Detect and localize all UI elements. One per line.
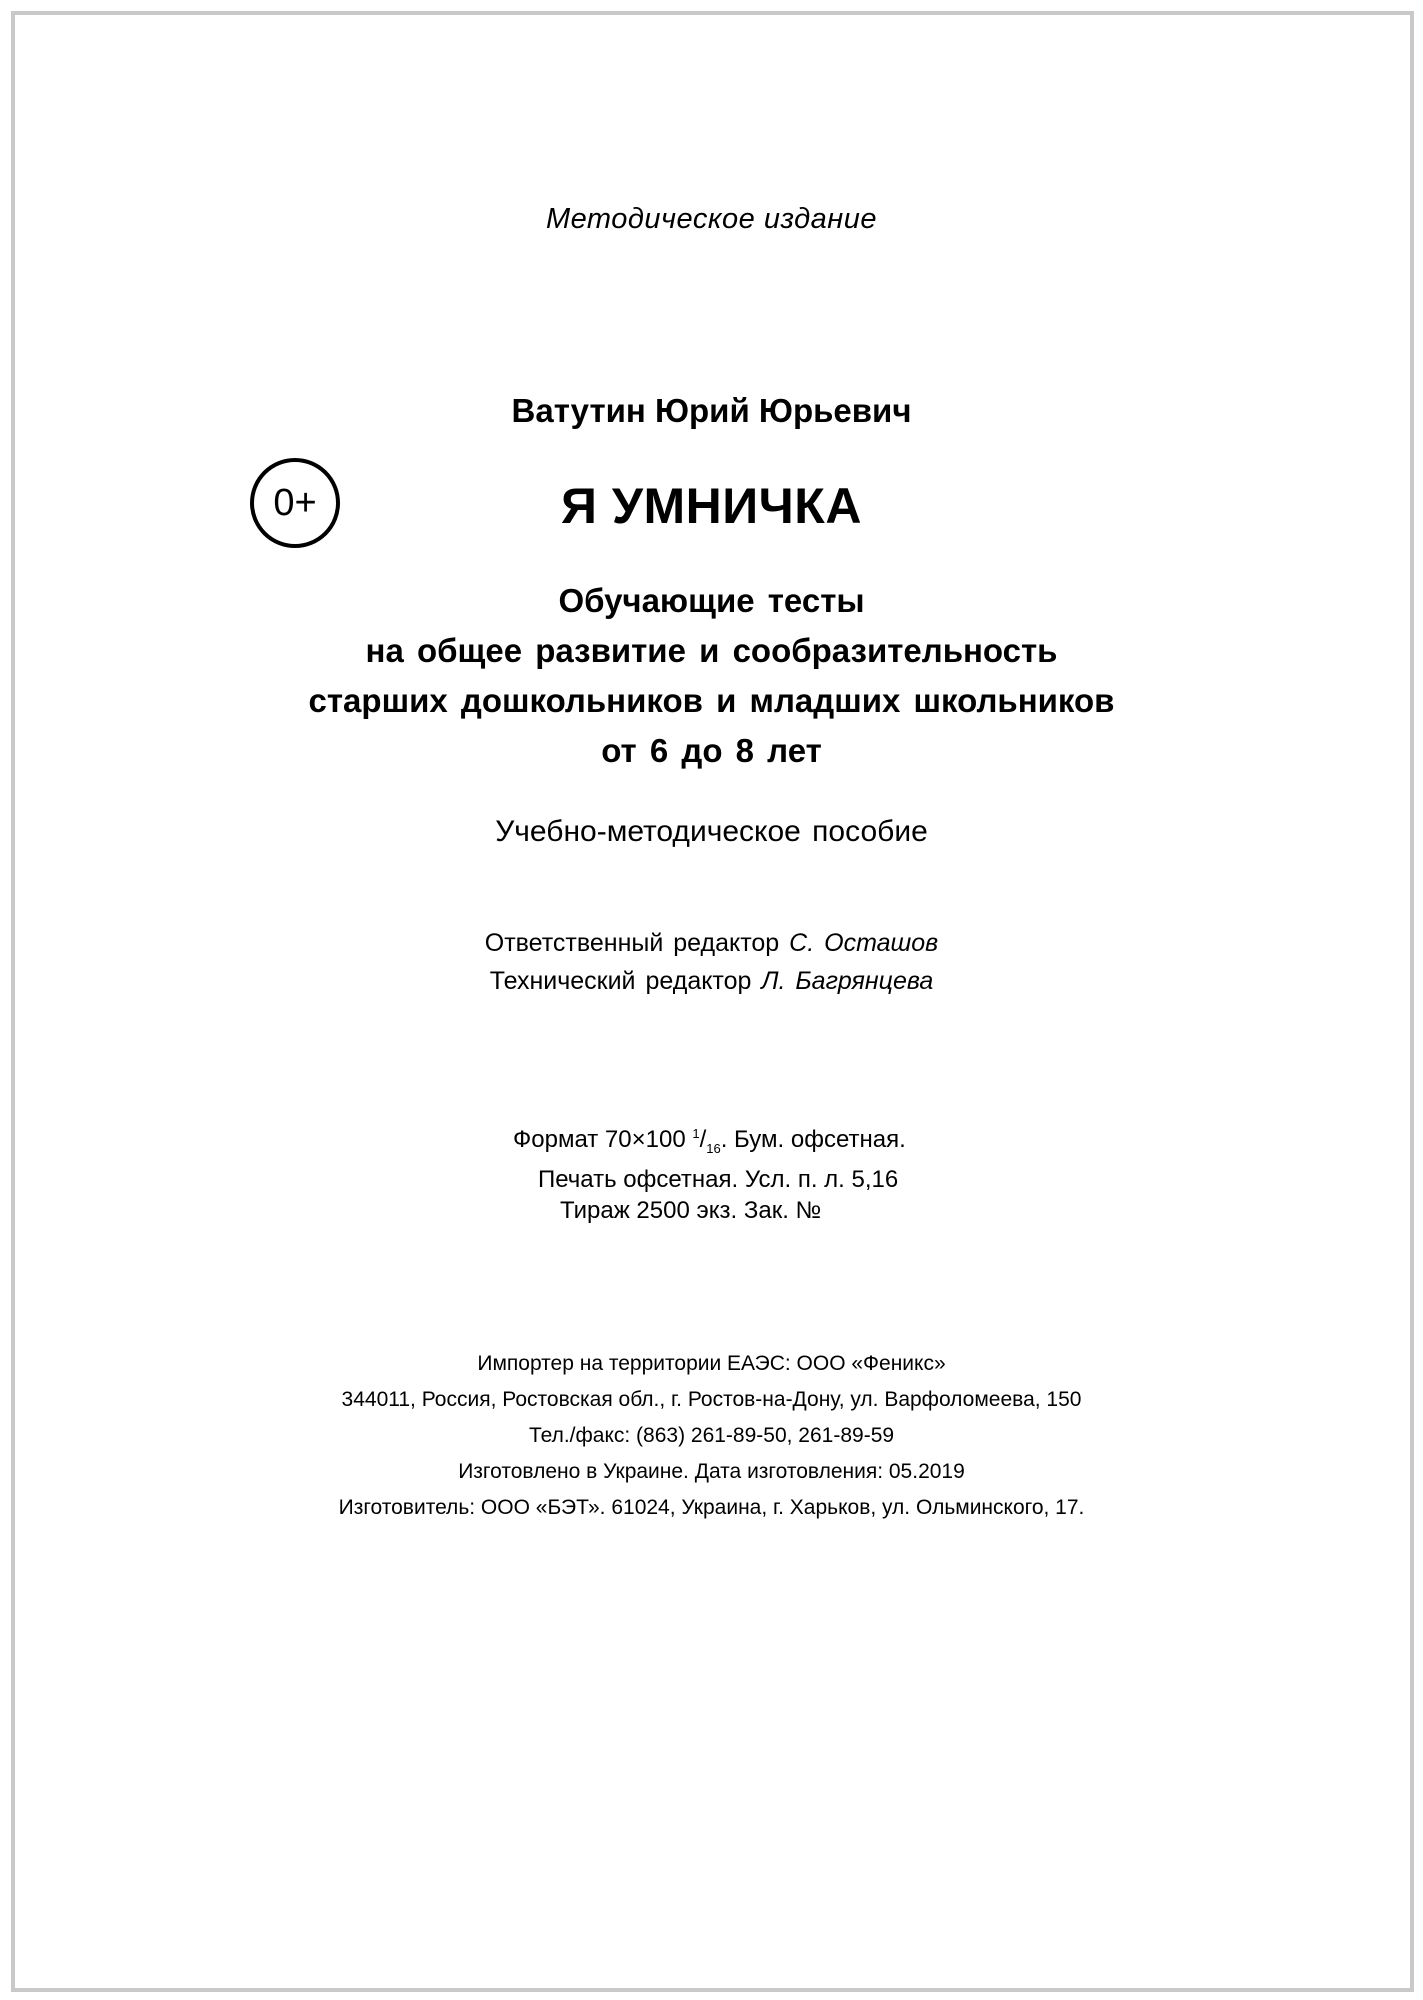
- circulation-line: Тираж 2500 экз. Зак. №: [560, 1196, 822, 1224]
- subtitle-line: старших дошкольников и младших школьников: [308, 682, 1115, 719]
- format-line: Формат 70×100 $^1/_{16}$. Бум. офсетная.: [513, 1126, 906, 1156]
- author-name: Ватутин Юрий Юрьевич: [511, 392, 912, 429]
- imprint-block: [0, 1346, 1423, 1526]
- age-rating-label: 0+: [273, 481, 317, 524]
- subtitle-line: Обучающие тесты: [558, 582, 865, 619]
- format-suffix: . Бум. офсетная.: [720, 1126, 906, 1153]
- imprint-line: Импортер на территории ЕАЭС: ООО «Феникс»: [477, 1352, 946, 1375]
- imprint-line: Изготовлено в Украине. Дата изготовления: 05.2019: [458, 1460, 965, 1483]
- editor-line: [0, 962, 1423, 1000]
- imprint-line: Изготовитель: ООО «БЭТ». 61024, Украина, г. Харьков, ул. Ольминского, 17.: [338, 1496, 1085, 1519]
- editor-role: Технический редактор: [489, 967, 752, 995]
- editor-role: Ответственный редактор: [484, 929, 780, 957]
- imprint-line: 344011, Россия, Ростовская обл., г. Ростов-на-Дону, ул. Варфоломеева, 150: [341, 1388, 1082, 1411]
- editors-block: [0, 924, 1423, 1000]
- book-type: Учебно-методическое пособие: [495, 815, 928, 848]
- imprint-line: Тел./факс: (863) 261-89-50, 261-89-59: [528, 1424, 895, 1447]
- editor-name: Л. Багрянцева: [761, 967, 934, 995]
- format-denominator: 16: [706, 1140, 721, 1156]
- book-subtitle: [0, 576, 1423, 776]
- format-numerator: 1: [692, 1126, 700, 1141]
- editor-line: [0, 924, 1423, 962]
- subtitle-line: от 6 до 8 лет: [601, 732, 822, 769]
- edition-type: Методическое издание: [545, 203, 878, 235]
- subtitle-line: на общее развитие и сообразительность: [365, 632, 1058, 669]
- editor-name: С. Осташов: [789, 929, 939, 957]
- page-border: [11, 11, 1414, 1992]
- format-prefix: Формат 70×100: [513, 1126, 693, 1153]
- print-line: Печать офсетная. Усл. п. л. 5,16: [538, 1165, 899, 1193]
- book-title: Я УМНИЧКА: [561, 478, 862, 534]
- print-specs: [513, 1118, 933, 1226]
